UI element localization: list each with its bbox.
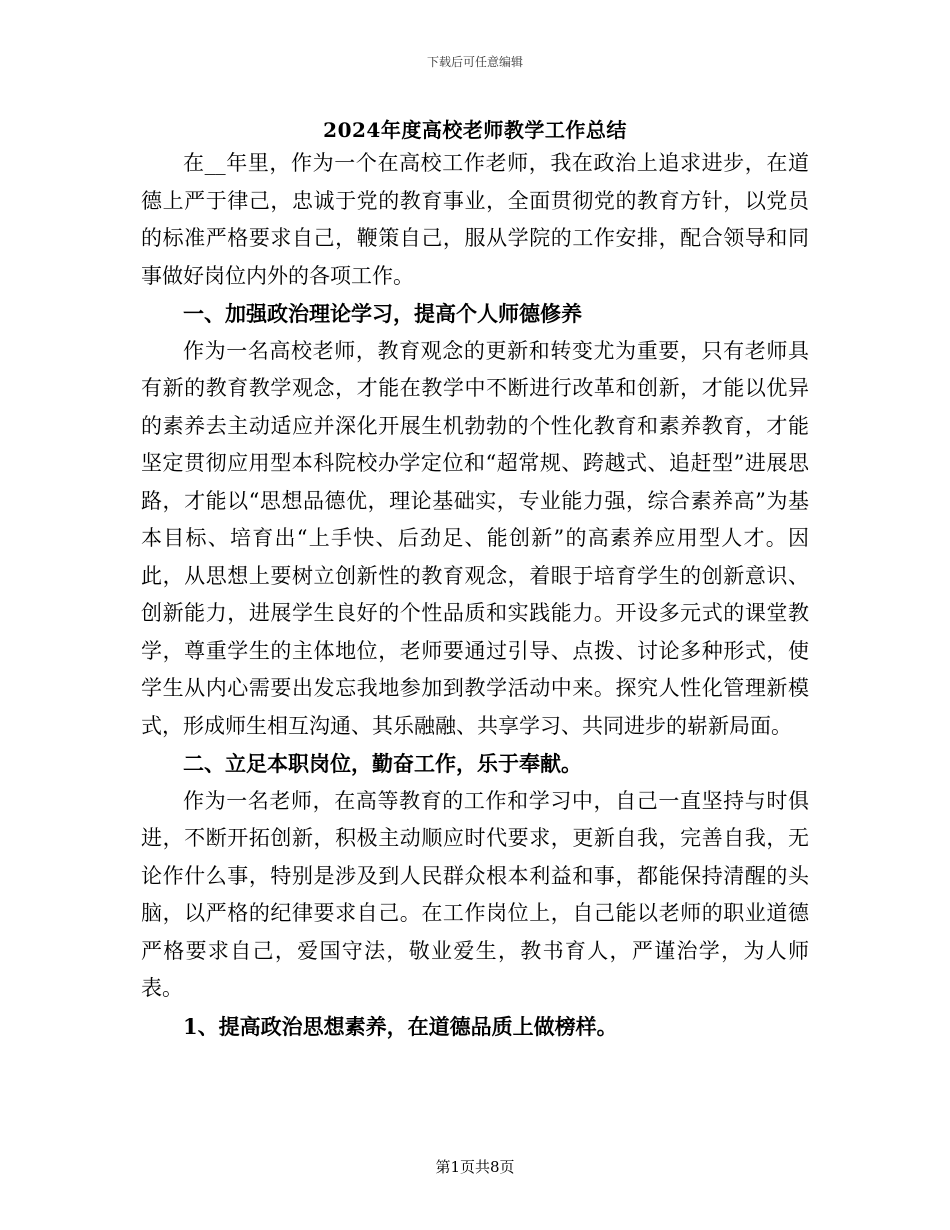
subsection-heading-1: 1、提高政治思想素养，在道德品质上做榜样。 <box>183 1013 618 1039</box>
document-title: 2024年度高校老师教学工作总结 <box>323 118 627 142</box>
section-heading-1: 一、加强政治理论学习，提高个人师德修养 <box>183 301 582 326</box>
section-1-paragraph: 作为一名高校老师，教育观念的更新和转变尤为重要，只有老师具有新的教育教学观念，才能在教学中不断进行改革和创新，才能以优异的素养去主动适应并深化开展生机勃勃的个性化教育和素养教育，才能坚定贯彻应用型本科院校办学定位和“超常规、跨越式、追赶型”进展思路，才能以“思想品德优，理论基础实，专业能力强，综合素养高”为基本目标、培育出“上手快、后劲足、能创新”的高素养应用型人才。因此，从思想上要树立创新性的教育观念，着眼于培育学生的创新意识、创新能力，进展学生良好的个性品质和实践能力。开设多元式的课堂教学，尊重学生的主体地位，老师要通过引导、点拨、讨论多种形式，使学生从内心需要出发忘我地参加到教学活动中来。探究人性化管理新模式，形成师生相互沟通、其乐融融、共享学习、共同进步的崭新局面。 <box>141 338 809 738</box>
section-heading-2: 二、立足本职岗位，勤奋工作，乐于奉献。 <box>183 751 582 776</box>
intro-paragraph: 在__年里，作为一个在高校工作老师，我在政治上追求进步，在道德上严于律己，忠诚于党的教育事业，全面贯彻党的教育方针，以党员的标准严格要求自己，鞭策自己，服从学院的工作安排，配合领导和同事做好岗位内外的各项工作。 <box>141 151 809 288</box>
page-number: 第1页共8页 <box>435 1158 515 1176</box>
document-body <box>141 145 809 1045</box>
page-header-note: 下载后可任意编辑 <box>426 55 523 69</box>
section-2-paragraph: 作为一名老师，在高等教育的工作和学习中，自己一直坚持与时俱进，不断开拓创新，积极主动顺应时代要求，更新自我，完善自我，无论作什么事，特别是涉及到人民群众根本利益和事，都能保持清醒的头脑，以严格的纪律要求自己。在工作岗位上，自己能以老师的职业道德严格要求自己，爱国守法，敬业爱生，教书育人，严谨治学，为人师表。 <box>141 788 809 1000</box>
